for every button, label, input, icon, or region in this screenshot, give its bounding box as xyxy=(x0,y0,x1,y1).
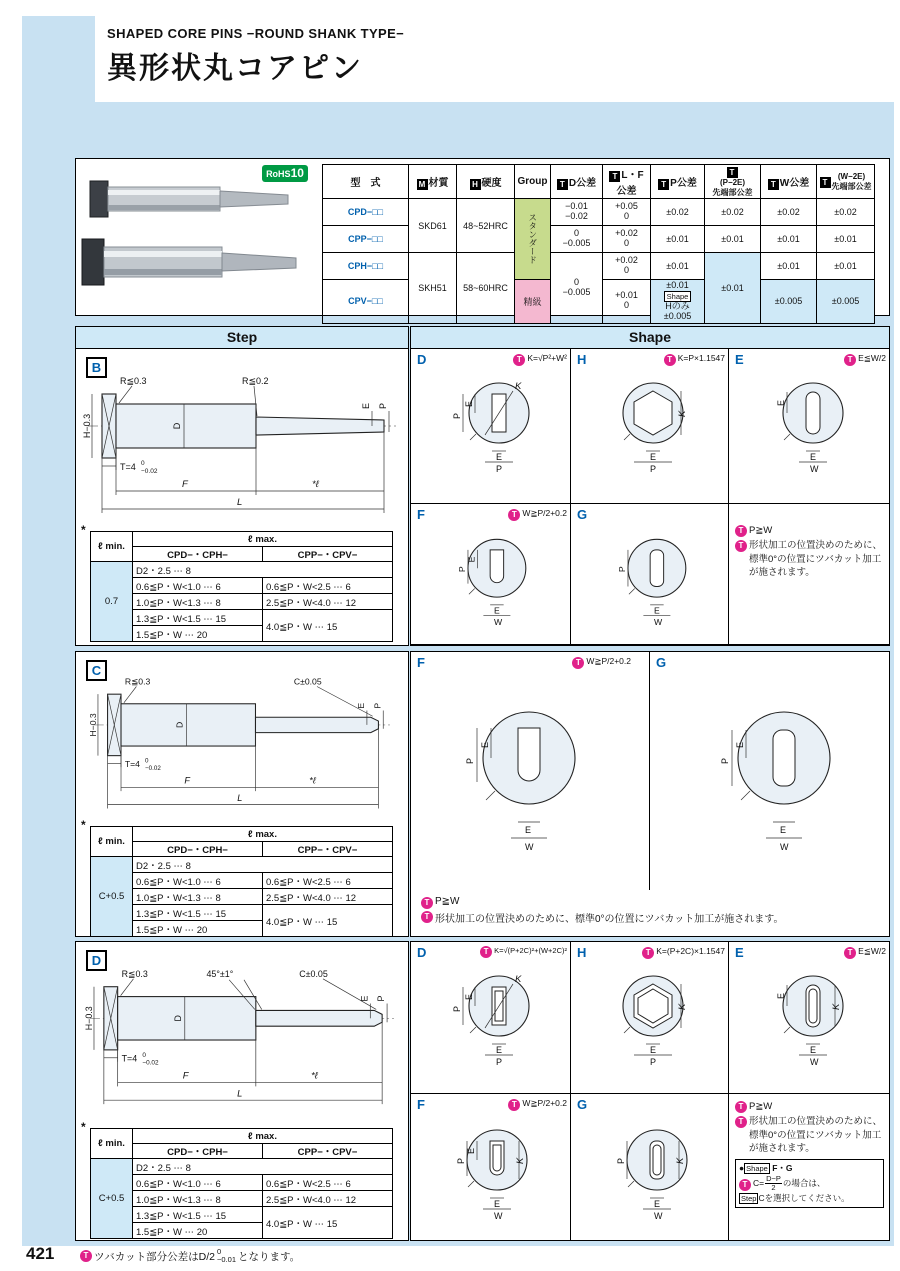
cpd-d-tol: −0.01 −0.02 xyxy=(565,201,588,221)
step-b-drawing xyxy=(84,373,402,525)
model-cph: CPH−□□ xyxy=(323,253,409,280)
svg-text:W: W xyxy=(654,617,663,628)
cph-w2e-tol: ±0.01 xyxy=(817,253,875,280)
svg-text:K: K xyxy=(515,1157,526,1164)
note-position: 形状加工の位置決めのために、標準0°の位置にツバカット加工が施されます。 xyxy=(749,1116,883,1154)
note-pw: P≧W xyxy=(435,896,460,907)
svg-text:W: W xyxy=(525,842,534,852)
svg-text:R≦0.2: R≦0.2 xyxy=(242,376,269,386)
shape-notes xyxy=(729,1094,889,1241)
step-c-section xyxy=(75,651,409,937)
svg-text:K: K xyxy=(677,410,688,417)
table-row: D2・2.5 ⋯ 8 xyxy=(133,562,393,578)
svg-text:R≦0.3: R≦0.3 xyxy=(124,676,151,687)
svg-text:E: E xyxy=(466,556,477,563)
table-row: 1.3≦P・W<1.5 ⋯ 15 xyxy=(133,905,263,921)
svg-text:−0.02: −0.02 xyxy=(141,468,158,475)
shape-cell-g: G P E W xyxy=(571,504,729,645)
table-note-mark: * xyxy=(81,1120,86,1134)
shape-h-drawing xyxy=(579,956,729,1068)
shape-cell-f-large: F T W≧P/2+0.2 P E E W xyxy=(411,652,650,890)
cph-lf-tol: +0.02 0 xyxy=(615,255,638,275)
cpd-p2e-tol: ±0.02 xyxy=(705,199,761,226)
shape-cell-e: E T E≦W/2 E K E W xyxy=(729,942,889,1094)
tolerance-note-icon: T xyxy=(739,1179,751,1191)
tolerance-note-icon: T xyxy=(421,911,433,923)
hardness-skd61: 48~52HRC xyxy=(457,199,515,253)
tolerance-icon: T xyxy=(557,179,568,190)
tolerance-note-icon: T xyxy=(480,946,492,958)
svg-text:C±0.05: C±0.05 xyxy=(293,676,322,687)
cph-cpv-p2e-tol: ±0.01 xyxy=(705,253,761,324)
svg-text:R≦0.3: R≦0.3 xyxy=(120,376,147,386)
col-material: 材質 xyxy=(428,177,449,189)
group-precision: 精級 xyxy=(515,280,551,324)
shape-cell-h: H T K=(P+2C)×1.1547 K E P xyxy=(571,942,729,1094)
col-group: Group xyxy=(517,176,548,187)
tolerance-note-icon: T xyxy=(844,947,856,959)
shape-cell-g-large: G P E E W xyxy=(650,652,891,890)
svg-text:−0.02: −0.02 xyxy=(145,765,161,773)
svg-text:E: E xyxy=(464,993,474,1000)
shape-cell-d: D T K=√(P+2C)²+(W+2C)² K P E E P xyxy=(411,942,571,1094)
col-w2e-tol: (W−2E) 先端部公差 xyxy=(831,172,872,191)
table-row: D2・2.5 ⋯ 8 xyxy=(133,857,393,873)
table-row: D2・2.5 ⋯ 8 xyxy=(133,1159,393,1175)
svg-text:W: W xyxy=(780,842,789,852)
step-b-section xyxy=(75,326,409,646)
core-pin-photo-top xyxy=(90,181,288,217)
shape-d-section xyxy=(410,941,890,1241)
svg-text:*ℓ: *ℓ xyxy=(312,479,319,490)
cpv-w-tol: ±0.005 xyxy=(761,280,817,324)
tolerance-note-icon: T xyxy=(508,1099,520,1111)
svg-text:P: P xyxy=(376,995,387,1002)
step-c-drawing xyxy=(84,674,402,820)
svg-text:E: E xyxy=(494,605,500,616)
svg-text:P: P xyxy=(617,566,628,573)
table-row: 1.5≦P・W ⋯ 20 xyxy=(133,921,263,937)
shape-word-box: Shape xyxy=(664,291,691,302)
page-header xyxy=(95,16,894,102)
cpd-p-tol: ±0.02 xyxy=(651,199,705,226)
svg-text:L: L xyxy=(237,1088,243,1099)
table-row: 1.0≦P・W<1.3 ⋯ 8 xyxy=(133,889,263,905)
svg-text:P: P xyxy=(496,464,503,474)
shape-cell-d: D T K=√P²+W² K P E E P xyxy=(411,349,571,504)
table-note-mark: * xyxy=(81,523,86,537)
svg-text:D: D xyxy=(172,422,182,430)
svg-text:W: W xyxy=(494,1211,503,1221)
svg-text:L: L xyxy=(237,792,243,803)
rohs-badge: RoHS10 xyxy=(262,165,308,182)
svg-text:P: P xyxy=(456,1157,466,1164)
fraction: $\frac{D-P}{2}$ xyxy=(766,1173,781,1193)
page-title: 異形状丸コアピン xyxy=(107,52,363,85)
svg-text:E: E xyxy=(650,1045,657,1055)
note-position: 形状加工の位置決めのために、標準0°の位置にツバカット加工が施されます。 xyxy=(749,540,883,578)
shape-c-notes xyxy=(421,896,783,926)
svg-text:E: E xyxy=(464,400,474,407)
col-p2e-tol: (P−2E) 先端部公差 xyxy=(712,178,753,197)
svg-text:W: W xyxy=(494,617,503,628)
col-p-tol: P公差 xyxy=(670,177,697,189)
shape-d-drawing xyxy=(419,956,569,1068)
shape-g-drawing xyxy=(579,520,729,628)
svg-text:E: E xyxy=(780,825,787,835)
svg-text:R≦0.3: R≦0.3 xyxy=(121,968,148,979)
shape-b-section xyxy=(410,326,890,646)
shape-h-drawing xyxy=(579,363,729,475)
model-cpp: CPP−□□ xyxy=(323,226,409,253)
tolerance-note-icon: T xyxy=(508,509,520,521)
spec-row-cph xyxy=(323,253,875,280)
shape-c-section xyxy=(410,651,890,937)
svg-text:C±0.05: C±0.05 xyxy=(299,968,328,979)
cpp-d-tol: 0 −0.005 xyxy=(562,228,591,248)
svg-text:P: P xyxy=(496,1057,503,1067)
cph-p-tol: ±0.01 xyxy=(651,253,705,280)
svg-text:L: L xyxy=(237,497,243,508)
shape-d-drawing xyxy=(419,363,569,475)
spec-table xyxy=(322,164,875,324)
svg-text:D: D xyxy=(174,721,185,729)
note-pw: P≧W xyxy=(749,1101,773,1112)
svg-text:K: K xyxy=(831,1003,842,1010)
tolerance-note-icon: T xyxy=(844,354,856,366)
step-d-section xyxy=(75,941,409,1241)
tolerance-icon: T xyxy=(727,167,738,178)
svg-text:E: E xyxy=(776,992,786,999)
cpd-lf-tol: +0.05 0 xyxy=(615,201,638,221)
svg-text:−0.02: −0.02 xyxy=(142,1059,159,1067)
spec-header-row xyxy=(323,165,875,199)
core-pin-photo-bottom xyxy=(82,239,296,285)
tolerance-note-icon: T xyxy=(735,540,747,552)
step-d-badge: D xyxy=(86,950,107,971)
cpp-w2e-tol: ±0.01 xyxy=(817,226,875,253)
shape-fg-note-box: ● Shape F・G T C= $\frac{D-P}{2}$ の場合は、 Step Cを選択してください。 xyxy=(735,1159,884,1208)
tolerance-icon: T xyxy=(609,171,620,182)
material-skd61: SKD61 xyxy=(409,199,457,253)
svg-text:E: E xyxy=(466,1147,476,1154)
svg-text:E: E xyxy=(361,402,371,409)
page-number: 421 xyxy=(26,1244,55,1263)
svg-text:45°±1°: 45°±1° xyxy=(206,968,234,979)
tolerance-icon: T xyxy=(820,177,831,188)
shape-g-large-drawing xyxy=(680,670,892,886)
cpp-lf-tol: +0.02 0 xyxy=(615,228,638,248)
tolerance-note-icon: T xyxy=(735,1116,747,1128)
svg-text:P: P xyxy=(616,1157,626,1164)
hardness-icon: H xyxy=(470,179,481,190)
step-d-drawing xyxy=(84,966,402,1116)
table-row: 1.3≦P・W<1.5 ⋯ 15 xyxy=(133,610,263,626)
lmin-value: C+0.5 xyxy=(91,1159,133,1239)
svg-text:K: K xyxy=(515,974,522,985)
svg-text:F: F xyxy=(182,1070,189,1081)
table-row: 1.0≦P・W<1.3 ⋯ 8 xyxy=(133,1191,263,1207)
svg-text:P: P xyxy=(372,702,383,709)
col-w-tol: W公差 xyxy=(779,177,810,189)
product-photo xyxy=(80,165,318,311)
svg-text:P: P xyxy=(465,757,475,764)
svg-text:E: E xyxy=(494,1199,501,1209)
lmin-value: 0.7 xyxy=(91,562,133,642)
svg-text:K: K xyxy=(675,1157,686,1164)
step-section-header: Step xyxy=(76,327,408,349)
table-row: 1.5≦P・W ⋯ 20 xyxy=(133,1223,263,1239)
svg-text:0: 0 xyxy=(141,460,145,467)
svg-text:E: E xyxy=(654,1199,661,1209)
tolerance-note-icon: T xyxy=(735,1101,747,1113)
shape-f-drawing xyxy=(419,1110,569,1222)
svg-text:P: P xyxy=(650,464,657,474)
svg-text:E: E xyxy=(810,452,817,462)
cpp-p2e-tol: ±0.01 xyxy=(705,226,761,253)
cpd-w-tol: ±0.02 xyxy=(761,199,817,226)
table-row: 1.3≦P・W<1.5 ⋯ 15 xyxy=(133,1207,263,1223)
table-row: 1.5≦P・W ⋯ 20 xyxy=(133,626,263,642)
shape-e-drawing xyxy=(737,956,887,1068)
step-d-table: ℓ min. ℓ max. CPD−・CPH− CPP−・CPV− C+0.5 D2・2.5 ⋯ 8 0.6≦P・W<1.0 ⋯ 6 0.6≦P・W<2.5 ⋯ 6 1.0≦P・W<1.3 ⋯ 8 2.5≦P・W<4.0 ⋯ 12 1.3≦P・W<1.5 ⋯ 15 4.0≦P・W ⋯ 15 1.5≦P・W ⋯ 20 xyxy=(90,1128,393,1239)
shape-cell-e: E T E≦W/2 E E W xyxy=(729,349,889,504)
shape-notes xyxy=(729,504,889,645)
cpv-w2e-tol: ±0.005 xyxy=(817,280,875,324)
tolerance-note-icon: T xyxy=(572,657,584,669)
tolerance-note-icon: T xyxy=(513,354,525,366)
svg-text:E: E xyxy=(525,825,532,835)
svg-text:P: P xyxy=(457,566,468,573)
cpv-lf-tol: +0.01 0 xyxy=(615,290,638,311)
table-row: 1.0≦P・W<1.3 ⋯ 8 xyxy=(133,594,263,610)
svg-text:E: E xyxy=(356,702,367,709)
spec-row-cpd xyxy=(323,199,875,226)
shape-section-header: Shape xyxy=(411,327,889,349)
shape-g-drawing xyxy=(579,1110,729,1222)
page-footnote: T ツバカット部分公差はD/2 0 −0.01 となります。 xyxy=(80,1248,300,1265)
svg-text:E: E xyxy=(776,399,786,406)
model-cpd: CPD−□□ xyxy=(323,199,409,226)
tolerance-note-icon: T xyxy=(664,354,676,366)
table-row: 0.6≦P・W<1.0 ⋯ 6 xyxy=(133,1175,263,1191)
svg-text:T=4: T=4 xyxy=(121,1053,138,1064)
col-hardness: 硬度 xyxy=(481,177,502,189)
tolerance-note-icon: T xyxy=(735,525,747,537)
svg-text:P: P xyxy=(452,412,462,419)
cpv-p-tol: ±0.01 Shape Hのみ ±0.005 xyxy=(651,280,705,324)
svg-text:E: E xyxy=(496,1045,503,1055)
svg-text:P: P xyxy=(452,1005,462,1012)
tolerance-icon: T xyxy=(768,179,779,190)
step-b-table: ℓ min. ℓ max. CPD−・CPH− CPP−・CPV− 0.7 D2・2.5 ⋯ 8 0.6≦P・W<1.0 ⋯ 6 0.6≦P・W<2.5 ⋯ 6 1.0≦P・W<1.3 ⋯ 8 2.5≦P・W<4.0 ⋯ 12 1.3≦P・W<1.5 ⋯ 15 4.0≦P・W ⋯ 15 1.5≦P・W ⋯ 20 xyxy=(90,531,393,642)
svg-text:0: 0 xyxy=(142,1051,146,1059)
step-c-badge: C xyxy=(86,660,107,681)
tolerance-note-icon: T xyxy=(421,897,433,909)
svg-text:P: P xyxy=(650,1057,657,1067)
svg-text:W: W xyxy=(810,464,819,474)
cpp-w-tol: ±0.01 xyxy=(761,226,817,253)
shape-cell-f: F T W≧P/2+0.2 P E K E W xyxy=(411,1094,571,1241)
svg-text:0: 0 xyxy=(145,757,149,765)
svg-text:F: F xyxy=(184,775,190,786)
svg-text:E: E xyxy=(359,995,370,1002)
step-b-badge: B xyxy=(86,357,107,378)
material-skh51: SKH51 xyxy=(409,253,457,324)
table-row: 0.6≦P・W<1.0 ⋯ 6 xyxy=(133,873,263,889)
svg-text:E: E xyxy=(496,452,503,462)
note-position: 形状加工の位置決めのために、標準0°の位置にツバカット加工が施されます。 xyxy=(435,914,784,925)
svg-text:E: E xyxy=(654,605,660,616)
col-model: 型 式 xyxy=(350,178,381,189)
svg-text:W: W xyxy=(810,1057,819,1067)
svg-text:H−0.3: H−0.3 xyxy=(84,1006,95,1031)
svg-text:P: P xyxy=(720,757,730,764)
lmin-value: C+0.5 xyxy=(91,857,133,937)
svg-text:D: D xyxy=(172,1015,183,1022)
page-subtitle: SHAPED CORE PINS −ROUND SHANK TYPE− xyxy=(107,26,405,41)
tolerance-icon: T xyxy=(658,179,669,190)
svg-text:E: E xyxy=(480,741,490,748)
table-note-mark: * xyxy=(81,818,86,832)
shape-e-drawing xyxy=(737,363,887,475)
svg-text:F: F xyxy=(182,479,188,490)
cph-cpv-d-tol: 0 −0.005 xyxy=(562,276,591,297)
spec-row-cpp xyxy=(323,226,875,253)
cph-w-tol: ±0.01 xyxy=(761,253,817,280)
shape-word-box: Shape xyxy=(746,1164,768,1174)
svg-text:E: E xyxy=(735,741,745,748)
shape-cell-f: F T W≧P/2+0.2 P E E W xyxy=(411,504,571,645)
svg-text:P: P xyxy=(378,402,388,409)
svg-text:T=4: T=4 xyxy=(120,462,136,472)
svg-text:*ℓ: *ℓ xyxy=(309,775,316,786)
cpd-w2e-tol: ±0.02 xyxy=(817,199,875,226)
col-lf-tol: L・F公差 xyxy=(616,170,644,197)
svg-text:E: E xyxy=(650,452,657,462)
svg-text:H−0.3: H−0.3 xyxy=(88,713,99,737)
svg-text:T=4: T=4 xyxy=(124,759,140,770)
shape-cell-h: H T K=P×1.1547 K E P xyxy=(571,349,729,504)
material-icon: M xyxy=(417,179,428,190)
tolerance-note-icon: T xyxy=(80,1250,92,1262)
step-c-table: ℓ min. ℓ max. CPD−・CPH− CPP−・CPV− C+0.5 D2・2.5 ⋯ 8 0.6≦P・W<1.0 ⋯ 6 0.6≦P・W<2.5 ⋯ 6 1.0≦P・W<1.3 ⋯ 8 2.5≦P・W<4.0 ⋯ 12 1.3≦P・W<1.5 ⋯ 15 4.0≦P・W ⋯ 15 1.5≦P・W ⋯ 20 xyxy=(90,826,393,937)
note-pw: P≧W xyxy=(749,525,773,536)
svg-text:K: K xyxy=(515,381,522,392)
model-cpv: CPV−□□ xyxy=(323,280,409,324)
shape-cell-g: G P K E W xyxy=(571,1094,729,1241)
shape-f-large-drawing xyxy=(425,670,637,886)
svg-text:H−0.3: H−0.3 xyxy=(82,413,92,439)
table-row: 0.6≦P・W<1.0 ⋯ 6 xyxy=(133,578,263,594)
svg-text:E: E xyxy=(810,1045,817,1055)
spec-section xyxy=(75,158,890,321)
svg-text:W: W xyxy=(654,1211,663,1221)
col-d-tol: D公差 xyxy=(568,177,597,189)
shape-f-drawing xyxy=(419,520,569,628)
svg-text:K: K xyxy=(677,1003,688,1010)
svg-text:*ℓ: *ℓ xyxy=(311,1070,318,1081)
cpp-p-tol: ±0.01 xyxy=(651,226,705,253)
step-word-box: Step xyxy=(741,1194,757,1204)
group-standard: スタンダード xyxy=(515,199,551,280)
tolerance-note-icon: T xyxy=(642,947,654,959)
hardness-skh51: 58~60HRC xyxy=(457,253,515,324)
